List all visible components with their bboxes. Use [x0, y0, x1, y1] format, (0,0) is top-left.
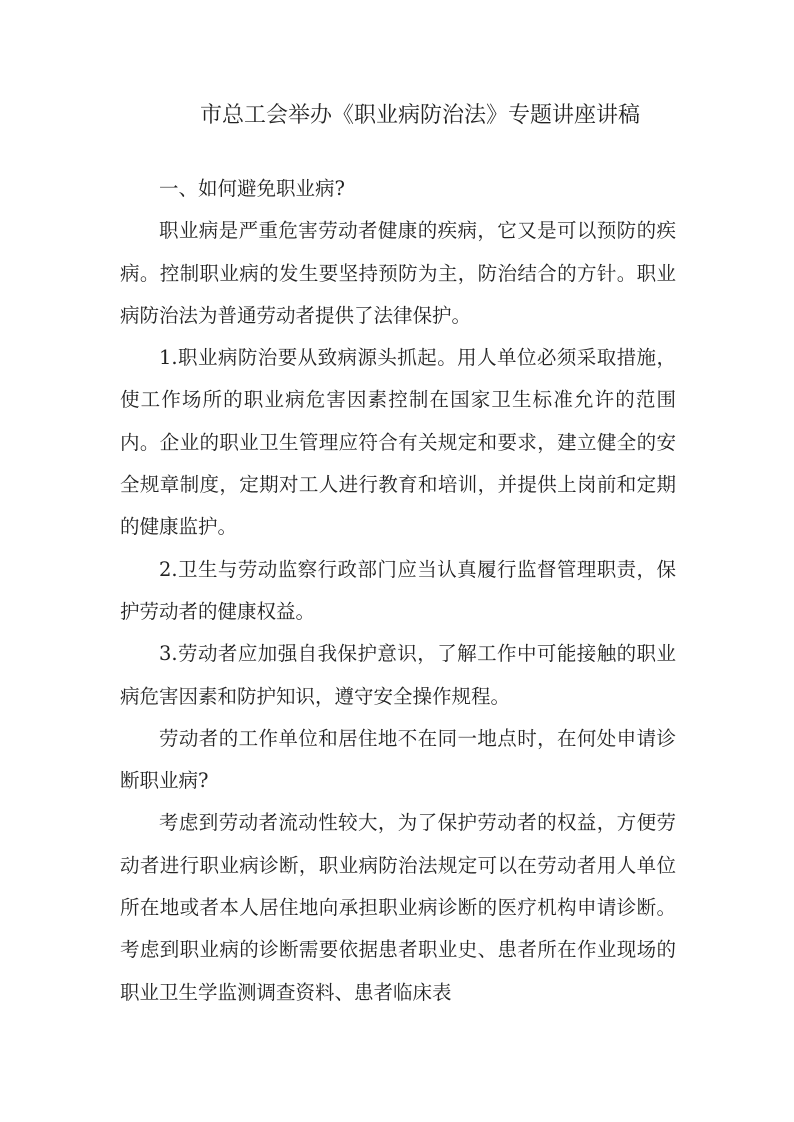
document-title: 市总工会举办《职业病防治法》专题讲座讲稿: [199, 103, 640, 128]
paragraph-question-diagnosis-location: 劳动者的工作单位和居住地不在同一地点时，在何处申请诊断职业病?: [120, 726, 676, 793]
paragraph-point-1: 1.职业病防治要从致病源头抓起。用人单位必须采取措施，使工作场所的职业病危害因素控制在国家卫生标准允许的范围内。企业的职业卫生管理应符合有关规定和要求，建立健全的安全规章制度，定期对工人进行教育和培训，并提供上岗前和定期的健康监护。: [120, 346, 676, 539]
paragraph-point-2: 2.卫生与劳动监察行政部门应当认真履行监督管理职责，保护劳动者的健康权益。: [120, 557, 676, 623]
document-body: [120, 168, 676, 1014]
paragraph-point-3: 3.劳动者应加强自我保护意识，了解工作中可能接触的职业病危害因素和防护知识，遵守安全操作规程。: [120, 642, 676, 708]
paragraph-intro: 职业病是严重危害劳动者健康的疾病，它又是可以预防的疾病。控制职业病的发生要坚持预防为主，防治结合的方针。职业病防治法为普通劳动者提供了法律保护。: [120, 219, 676, 327]
section-heading-avoid-occupational-disease: 一、如何避免职业病?: [159, 177, 345, 200]
paragraph-answer-diagnosis-location: 考虑到劳动者流动性较大，为了保护劳动者的权益，方便劳动者进行职业病诊断，职业病防治法规定可以在劳动者用人单位所在地或者本人居住地向承担职业病诊断的医疗机构申请诊断。考虑到职业病的诊断需要依据患者职业史、患者所在作业现场的职业卫生学监测调查资料、患者临床表: [120, 811, 676, 1004]
